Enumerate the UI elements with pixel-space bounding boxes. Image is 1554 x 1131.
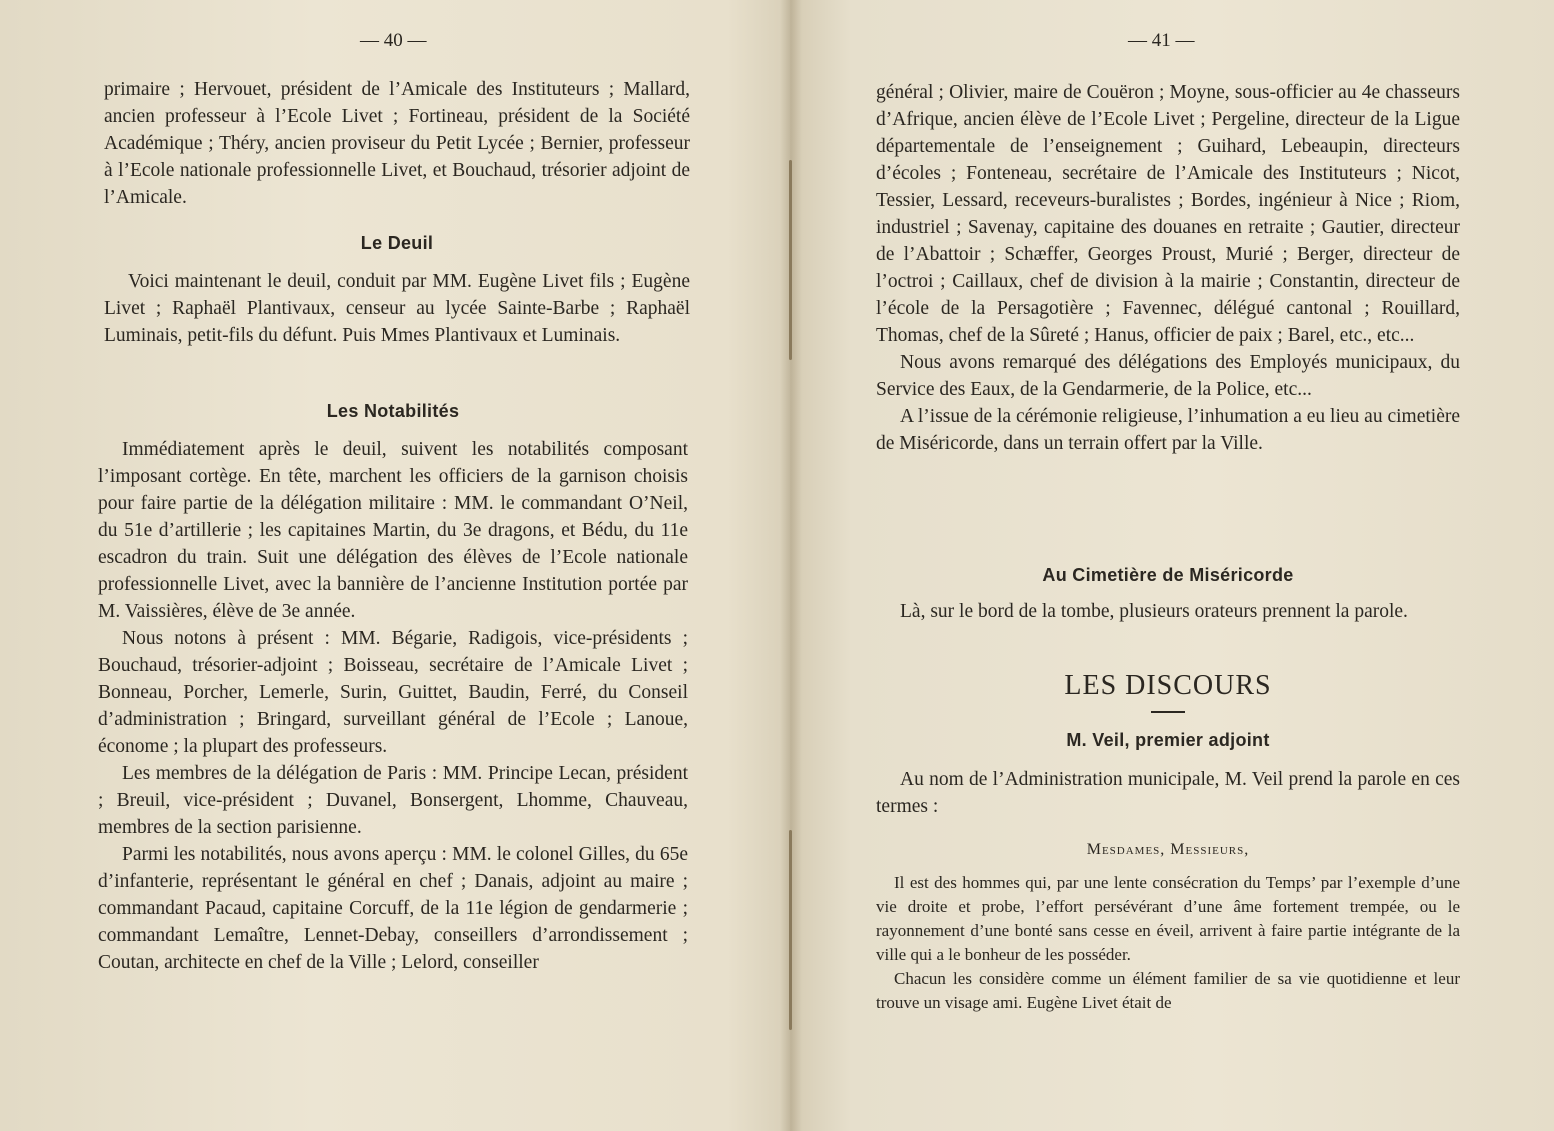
- paragraph: Nous notons à présent : MM. Bégarie, Radigois, vice-présidents ; Bouchaud, trésorier-adjoint ; Boisseau, secrétaire de l’Amicale Livet ; Bonneau, Porcher, Lemerle, Surin, Guittet, Baudin, Ferré, du Conseil d’administration ; Bringard, surveillant général de l’Ecole ; Lanoue, économe ; la plupart des professeurs.: [98, 628, 688, 757]
- section-heading: Le Deuil: [360, 233, 434, 253]
- binding-thread: [789, 830, 792, 1030]
- paragraph: Les membres de la délégation de Paris : MM. Principe Lecan, président ; Breuil, vice-président ; Duvanel, Bonsergent, Lhomme, Chauveau, membres de la section parisienne.: [98, 763, 688, 838]
- section-heading: Les Notabilités: [326, 401, 460, 421]
- paragraph: Parmi les notabilités, nous avons aperçu : MM. le colonel Gilles, du 65e d’infanterie, représentant le général en chef ; Danais, adjoint au maire ; commandant Pacaud, capitaine Corcuff, de la 11e légion de gendarmerie ; commandant Lemaître, Lennet-Debay, conseillers d’arrondissement ; Coutan, architecte en chef de la Ville ; Lelord, conseiller: [98, 844, 688, 973]
- page-number: — 40 —: [360, 30, 427, 51]
- paragraph: A l’issue de la cérémonie religieuse, l’inhumation a eu lieu au cimetière de Miséricorde, dans un terrain offert par la Ville.: [876, 406, 1460, 454]
- paragraph: Là, sur le bord de la tombe, plusieurs orateurs prennent la parole.: [900, 601, 1408, 622]
- left-notabilites-block: [98, 398, 688, 976]
- paragraph: Immédiatement après le deuil, suivent les notabilités composant l’imposant cortège. En tête, marchent les officiers de la garnison choisis pour faire partie de la délégation militaire : MM. le commandant O’Neil, du 51e d’artillerie ; les capitaines Martin, du 3e dragons, et Bédu, du 11e escadron du train. Suit une délégation des élèves de l’Ecole nationale professionnelle Livet, avec la bannière de l’ancienne Institution portée par M. Vaissières, élève de 3e année.: [98, 439, 688, 622]
- right-cimetiere-block: [876, 562, 1460, 625]
- paragraph: Voici maintenant le deuil, conduit par MM. Eugène Livet fils ; Eugène Livet ; Raphaël Plantivaux, censeur au lycée Sainte-Barbe ; Raphaël Luminais, petit-fils du défunt. Puis Mmes Plantivaux et Luminais.: [104, 271, 690, 346]
- salutation: Mesdames, Messieurs,: [1086, 841, 1250, 858]
- chapter-heading: LES DISCOURS: [1064, 670, 1272, 701]
- left-deuil-block: [104, 230, 690, 349]
- page-number: — 41 —: [1128, 30, 1195, 51]
- left-text-block: [104, 76, 690, 211]
- paragraph: général ; Olivier, maire de Couëron ; Moyne, sous-officier au 4e chasseurs d’Afrique, ancien élève de l’Ecole Livet ; Pergeline, directeur de la Ligue départementale de l’enseignement ; Guihard, Lebeaupin, directeurs d’écoles ; Fonteneau, secrétaire de l’Amicale des Instituteurs ; Nicot, Tessier, Lessard, receveurs-buralistes ; Bordes, ingénieur à Nice ; Riom, industriel ; Savenay, capitaine des douanes en retraite ; Gautier, directeur de l’Abattoir ; Schæffer, Georges Proust, Murié ; Berger, directeur de l’octroi ; Caillaux, chef de division à la mairie ; Constantin, directeur de l’école de la Persagotière ; Favennec, délégué cantonal ; Rouillard, Thomas, chef de la Sûreté ; Hanus, officier de paix ; Barel, etc., etc...: [876, 82, 1460, 346]
- section-heading: M. Veil, premier adjoint: [1066, 730, 1270, 750]
- speech-text: [876, 871, 1460, 1015]
- binding-thread: [789, 160, 792, 360]
- right-page: [790, 0, 1554, 1131]
- paragraph: Chacun les considère comme un élément familier de sa vie quotidienne et leur trouve un visage ami. Eugène Livet était de: [876, 969, 1460, 1012]
- paragraph: Nous avons remarqué des délégations des Employés municipaux, du Service des Eaux, de la Gendarmerie, de la Police, etc...: [876, 352, 1460, 400]
- right-discours-block: [876, 672, 1460, 1015]
- right-text-block: [876, 79, 1460, 457]
- section-heading: Au Cimetière de Miséricorde: [1042, 565, 1294, 585]
- paragraph: primaire ; Hervouet, président de l’Amicale des Instituteurs ; Mallard, ancien professeur à l’Ecole Livet ; Fortineau, président de la Société Académique ; Théry, ancien proviseur du Petit Lycée ; Bernier, professeur à l’Ecole nationale professionnelle Livet, et Bouchaud, trésorier adjoint de l’Amicale.: [104, 79, 690, 208]
- paragraph: Au nom de l’Administration municipale, M. Veil prend la parole en ces termes :: [876, 769, 1460, 817]
- paragraph: Il est des hommes qui, par une lente consécration du Temps’ par l’exemple d’une vie droite et probe, l’effort persévérant d’une âme fortement trempée, ou le rayonnement d’une bonté sans cesse en éveil, arrivent à faire partie intégrante de la ville qui a le bonheur de les posséder.: [876, 873, 1460, 964]
